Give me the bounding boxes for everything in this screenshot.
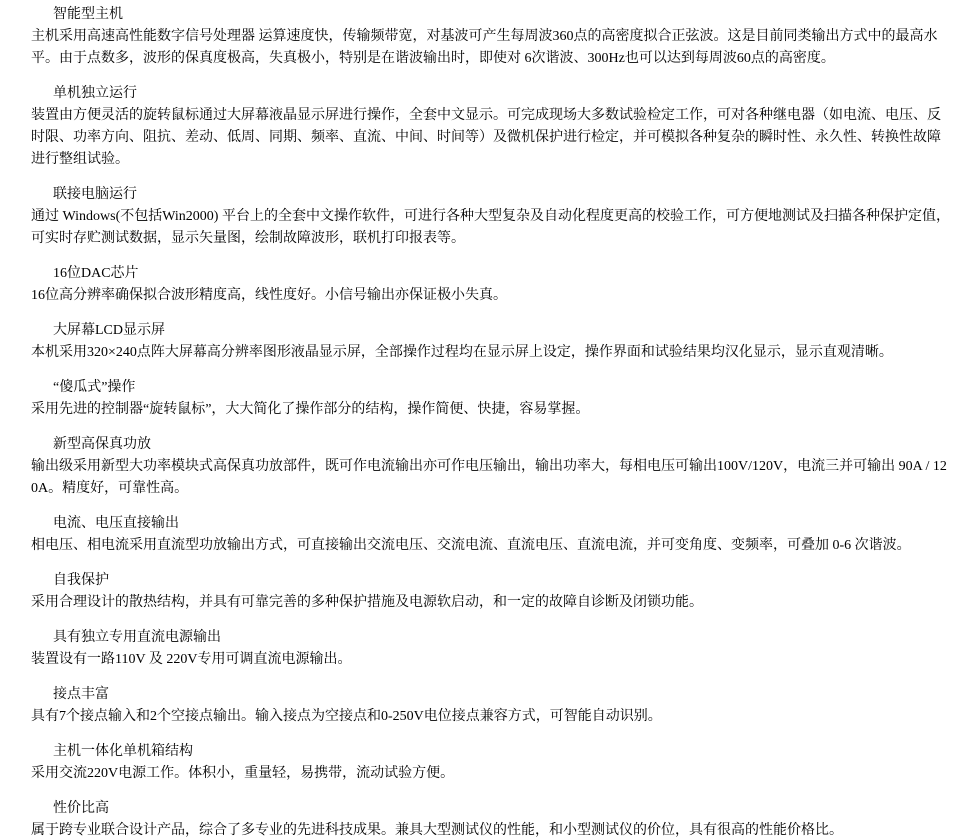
feature-section-direct-output: [31, 513, 951, 557]
feature-body: 输出级采用新型大功率模块式高保真功放部件，既可作电流输出亦可作电压输出，输出功率大，每相电压可输出100V/120V，电流三并可输出 90A / 120A。精度好，可靠性高。: [31, 459, 947, 496]
feature-body: 本机采用320×240点阵大屏幕高分辨率图形液晶显示屏，全部操作过程均在显示屏上设定，操作界面和试验结果均汉化显示，显示直观清晰。: [31, 345, 893, 360]
feature-section-integrated-chassis: [31, 741, 951, 785]
feature-heading: 16位DAC芯片: [53, 266, 139, 281]
feature-body: 采用合理设计的散热结构，并具有可靠完善的多种保护措施及电源软启动，和一定的故障自诊断及闭锁功能。: [31, 595, 703, 610]
feature-heading: 智能型主机: [53, 7, 123, 22]
feature-heading: 具有独立专用直流电源输出: [53, 630, 221, 645]
feature-section-lcd-screen: [31, 320, 951, 364]
feature-heading: 单机独立运行: [53, 86, 137, 101]
feature-heading: 自我保护: [53, 573, 109, 588]
feature-section-dac-chip: [31, 263, 951, 307]
feature-body: 16位高分辨率确保拟合波形精度高，线性度好。小信号输出亦保证极小失真。: [31, 288, 507, 303]
feature-body: 属于跨专业联合设计产品，综合了多专业的先进科技成果。兼具大型测试仪的性能，和小型测试仪的价位，具有很高的性能价格比。: [31, 823, 843, 837]
feature-section-cost-performance: [31, 798, 951, 837]
feature-heading: 主机一体化单机箱结构: [53, 744, 193, 759]
feature-section-smart-host: [31, 4, 951, 70]
feature-heading: 电流、电压直接输出: [53, 516, 179, 531]
feature-heading: 新型高保真功放: [53, 437, 151, 452]
feature-body: 主机采用高速高性能数字信号处理器 运算速度快，传输频带宽，对基波可产生每周波360点的高密度拟合正弦波。这是目前同类输出方式中的最高水平。由于点数多，波形的保真度极高，失真极小，特别是在谐波输出时，即使对 6次谐波、300Hz也可以达到每周波60点的高密度。: [31, 29, 938, 66]
feature-body: 采用交流220V电源工作。体积小，重量轻，易携带，流动试验方便。: [31, 766, 455, 781]
feature-heading: 大屏幕LCD显示屏: [53, 323, 165, 338]
feature-section-easy-operation: [31, 377, 951, 421]
feature-section-self-protection: [31, 570, 951, 614]
feature-heading: “傻瓜式”操作: [53, 380, 136, 395]
feature-heading: 接点丰富: [53, 687, 109, 702]
feature-section-standalone-operation: [31, 83, 951, 171]
feature-body: 采用先进的控制器“旋转鼠标”，大大简化了操作部分的结构，操作简便、快捷，容易掌握。: [31, 402, 590, 417]
feature-body: 通过 Windows(不包括Win2000) 平台上的全套中文操作软件，可进行各种大型复杂及自动化程度更高的校验工作，可方便地测试及扫描各种保护定值，可实时存贮测试数据，显示矢量图，绘制故障波形，联机打印报表等。: [31, 209, 950, 246]
feature-body: 相电压、相电流采用直流型功放输出方式，可直接输出交流电压、交流电流、直流电压、直流电流，并可变角度、变频率，可叠加 0-6 次谐波。: [31, 538, 911, 553]
feature-heading: 性价比高: [53, 801, 109, 816]
feature-heading: 联接电脑运行: [53, 187, 137, 202]
feature-body: 具有7个接点输入和2个空接点输出。输入接点为空接点和0-250V电位接点兼容方式，可智能自动识别。: [31, 709, 662, 724]
feature-section-pc-connection: [31, 184, 951, 250]
feature-body: 装置设有一路110V 及 220V专用可调直流电源输出。: [31, 652, 352, 667]
feature-body: 装置由方便灵活的旋转鼠标通过大屏幕液晶显示屏进行操作，全套中文显示。可完成现场大多数试验检定工作，可对各种继电器（如电流、电压、反时限、功率方向、阻抗、差动、低周、同期、频率、直流、中间、时间等）及微机保护进行检定，并可模拟各种复杂的瞬时性、永久性、转换性故障进行整组试验。: [31, 108, 941, 167]
feature-section-hifi-amplifier: [31, 434, 951, 500]
feature-section-rich-contacts: [31, 684, 951, 728]
feature-section-dc-power-output: [31, 627, 951, 671]
